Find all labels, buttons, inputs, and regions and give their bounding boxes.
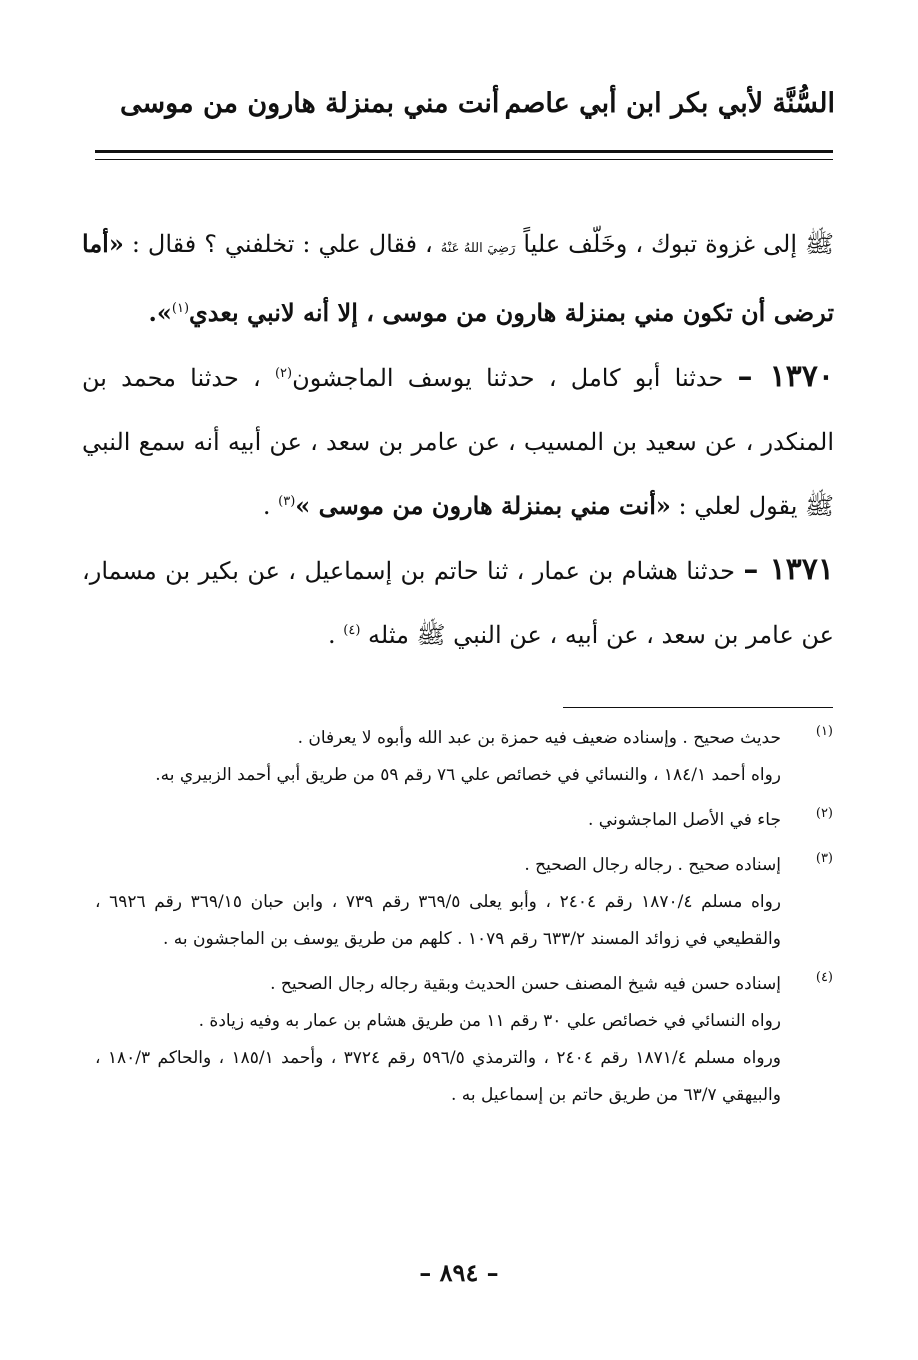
footnote-number: (٣): [815, 851, 833, 866]
footnote-marker: (٤): [343, 623, 361, 638]
footnotes: [95, 720, 833, 1122]
honorific: رَضِيَ اللهُ عَنْهُ: [440, 241, 516, 256]
footnote-number: (١): [815, 724, 833, 739]
quote: «أما ترضى أن تكون مني بمنزلة هارون من موسى ، إلا أنه لانبي بعدي: [82, 229, 834, 327]
footnote-marker: (١): [171, 301, 190, 316]
footnote-separator: [563, 707, 833, 708]
hadith-1371: ١٣٧١ – حدثنا هشام بن عمار ، ثنا حاتم بن إسماعيل ، عن بكير بن مسمار، عن عامر بن سعد ، عن أبيه ، عن النبي ﷺ مثله $^{(٤)}$ .: [82, 552, 835, 649]
hadith-number: ١٣٧١ –: [743, 552, 835, 587]
footnote-marker: (٢): [274, 366, 293, 381]
footnote-number: (٢): [815, 806, 833, 821]
main-text: [82, 212, 834, 667]
header-rule-thin: [95, 159, 833, 160]
footnote: (٢) جاء في الأصل الماجشوني .: [95, 802, 833, 839]
footnote-number: (٤): [815, 970, 833, 985]
book-title: السُّنَّة لأبي بكر ابن أبي عاصم: [504, 87, 835, 119]
hadith-1370: ١٣٧٠ – حدثنا أبو كامل ، حدثنا يوسف الماجشون$^{(٢)}$ ، حدثنا محمد بن المنكدر ، عن سعيد بن المسيب ، عن عامر بن سعد ، عن أبيه أنه سمع النبي ﷺ يقول لعلي : «أنت مني بمنزلة هارون من موسى »$^{(٣)}$ .: [82, 359, 835, 520]
footnote: (٤) إسناده حسن فيه شيخ المصنف حسن الحديث وبقية رجاله رجال الصحيح . رواه النسائي في خصائص علي ٣٠ رقم ١١ من طريق هشام بن عمار به وفيه زيادة . ورواه مسلم ١٨٧١/٤ رقم ٢٤٠٤ ، والترمذي ٥٩٦/٥ رقم ٣٧٢٤ ، وأحمد ١٨٥/١ ، والحاكم ١٨٠/٣ ، والبيهقي ٦٣/٧ من طريق حاتم بن إسماعيل به .: [95, 966, 833, 1114]
chapter-title: أنت مني بمنزلة هارون من موسى: [120, 87, 500, 119]
running-header: [90, 78, 835, 128]
footnote-marker: (٣): [278, 494, 296, 509]
continuation-paragraph: ﷺ إلى غزوة تبوك ، وخَلّف علياً رَضِيَ اللهُ عَنْهُ ، فقال علي : تخلفني ؟ فقال : «أما ترضى أن تكون مني بمنزلة هارون من موسى ، إلا أنه لانبي بعدي$^{(١)}$».: [82, 229, 834, 327]
quote: «أنت مني بمنزلة هارون من موسى »: [295, 491, 671, 520]
footnote: (١) حديث صحيح . وإسناده ضعيف فيه حمزة بن عبد الله وأبوه لا يعرفان . رواه أحمد ١٨٤/١ ، والنسائي في خصائص علي ٧٦ رقم ٥٩ من طريق أبي أحمد الزبيري به.: [95, 720, 833, 794]
hadith-number: ١٣٧٠ –: [737, 359, 835, 394]
header-rule-thick: [95, 150, 833, 153]
footnote: (٣) إسناده صحيح . رجاله رجال الصحيح . رواه مسلم ١٨٧٠/٤ رقم ٢٤٠٤ ، وأبو يعلى ٣٦٩/٥ رقم ٧٣٩ ، وابن حبان ٣٦٩/١٥ رقم ٦٩٢٦ ، والقطيعي في زوائد المسند ٦٣٣/٢ رقم ١٠٧٩ . كلهم من طريق يوسف بن الماجشون به .: [95, 847, 833, 958]
page-number: – ٨٩٤ –: [419, 1258, 499, 1287]
